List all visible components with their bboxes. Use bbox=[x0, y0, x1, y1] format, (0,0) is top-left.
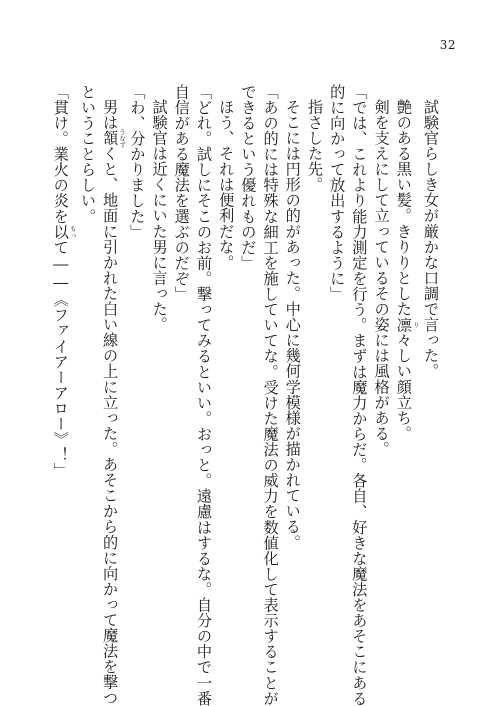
furigana: 頷 うなず bbox=[101, 128, 127, 148]
text-line-16: ということらしい。 bbox=[78, 84, 97, 224]
text-line-15: 男は頷 うなずくと、地面に引かれた白い線の上に立った。あそこから的に向かって魔法を撃つ bbox=[101, 99, 127, 706]
text-line-12: 自信がある魔法を選ぶのだぞ」 bbox=[172, 84, 191, 302]
furigana: 以 もっ bbox=[51, 223, 77, 240]
text-line-8: 「あの的には特殊な細工を施していてな。受けた魔法の威力を数値化して表示することが bbox=[261, 84, 280, 706]
text-line-2: 艶のある黒い髪。きりりとした凛 り々しい顔立ち。 bbox=[394, 99, 420, 442]
text-line-1: 試験官らしき女が厳かな口調で言った。 bbox=[422, 99, 440, 379]
vertical-text-body bbox=[51, 84, 442, 706]
text-line-4: 「では、これより能力測定を行う。まずは魔力からだ。各自、好きな魔法をあそこにある bbox=[350, 84, 369, 706]
text-line-17: 「貫け。業火の炎を以 もって――《ファイアーアロー》！」 bbox=[51, 84, 77, 479]
furigana: 凛 り bbox=[394, 316, 420, 333]
text-line-9: できるという優れものだ」 bbox=[239, 84, 258, 271]
text-line-10: ほう、それは便利だな。 bbox=[217, 99, 236, 271]
text-line-13: 試験官は近くにいた男に言った。 bbox=[150, 99, 169, 333]
text-line-3: 剣を支えにして立っているその姿には風格がある。 bbox=[372, 99, 391, 457]
page-number: 32 bbox=[439, 38, 456, 52]
text-line-5: 的に向かって放出するように」 bbox=[328, 84, 347, 302]
text-line-6: 指さした先。 bbox=[305, 99, 324, 193]
text-line-7: そこには円形の的があった。中心に幾何学模様が描かれている。 bbox=[283, 99, 302, 550]
text-line-11: 「どれ。試しにそこのお前。撃ってみるといい。おっと。遠慮はするな。自分の中で一番 bbox=[194, 84, 213, 706]
text-line-14: 「わ、分かりました」 bbox=[128, 84, 147, 240]
